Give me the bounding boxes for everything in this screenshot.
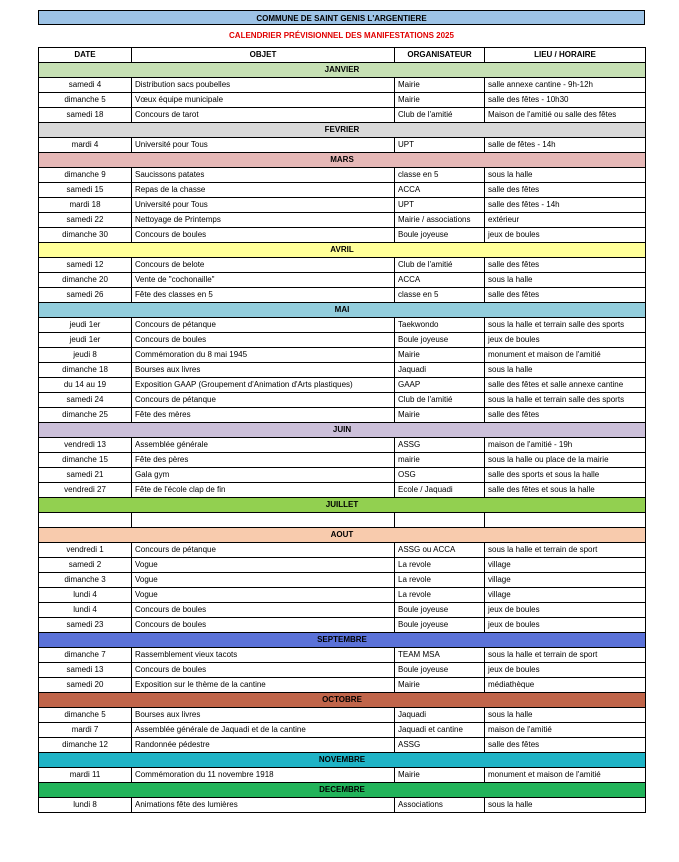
event-date-cell: samedi 20 xyxy=(39,678,132,693)
event-objet-cell: Concours de boules xyxy=(132,228,395,243)
event-organisateur-cell: ACCA xyxy=(395,183,485,198)
event-organisateur-cell: Taekwondo xyxy=(395,318,485,333)
month-header-row xyxy=(39,63,646,78)
event-date-cell: du 14 au 19 xyxy=(39,378,132,393)
event-objet-cell: Concours de boules xyxy=(132,333,395,348)
event-objet-cell: Saucissons patates xyxy=(132,168,395,183)
event-date-cell: samedi 23 xyxy=(39,618,132,633)
calendar-subtitle: CALENDRIER PRÉVISIONNEL DES MANIFESTATIONS 2025 xyxy=(229,31,454,40)
event-date-cell: dimanche 12 xyxy=(39,738,132,753)
event-row xyxy=(39,618,646,633)
event-objet-cell: Commémoration du 8 mai 1945 xyxy=(132,348,395,363)
event-organisateur-cell: Mairie xyxy=(395,678,485,693)
event-objet-cell: Bourses aux livres xyxy=(132,708,395,723)
event-lieu-cell: sous la halle et terrain salle des sports xyxy=(485,318,646,333)
event-objet-cell: Fête de l'école clap de fin xyxy=(132,483,395,498)
event-organisateur-cell: Club de l'amitié xyxy=(395,393,485,408)
event-objet-cell: Université pour Tous xyxy=(132,198,395,213)
event-lieu-cell: village xyxy=(485,573,646,588)
month-header-row xyxy=(39,693,646,708)
event-row xyxy=(39,213,646,228)
event-objet-cell: Fête des mères xyxy=(132,408,395,423)
event-objet-cell: Animations fête des lumières xyxy=(132,798,395,813)
event-date-cell: dimanche 9 xyxy=(39,168,132,183)
event-lieu-cell: salle annexe cantine - 9h-12h xyxy=(485,78,646,93)
event-row xyxy=(39,183,646,198)
event-date-cell: mardi 11 xyxy=(39,768,132,783)
table-header-row xyxy=(39,48,646,63)
event-row xyxy=(39,678,646,693)
month-header-row xyxy=(39,423,646,438)
event-date-cell: mardi 7 xyxy=(39,723,132,738)
event-lieu-cell: jeux de boules xyxy=(485,228,646,243)
event-organisateur-cell: Boule joyeuse xyxy=(395,663,485,678)
event-organisateur-cell: Boule joyeuse xyxy=(395,603,485,618)
event-lieu-cell: maison de l'amitié xyxy=(485,723,646,738)
commune-title: COMMUNE DE SAINT GENIS L'ARGENTIERE xyxy=(38,10,645,25)
event-organisateur-cell: UPT xyxy=(395,198,485,213)
event-objet-cell: Repas de la chasse xyxy=(132,183,395,198)
event-row xyxy=(39,408,646,423)
event-row xyxy=(39,513,646,528)
event-organisateur-cell: Club de l'amitié xyxy=(395,108,485,123)
event-date-cell: vendredi 27 xyxy=(39,483,132,498)
event-lieu-cell xyxy=(485,513,646,528)
event-objet-cell: Gala gym xyxy=(132,468,395,483)
event-objet-cell: Vœux équipe municipale xyxy=(132,93,395,108)
event-date-cell: samedi 22 xyxy=(39,213,132,228)
month-name: OCTOBRE xyxy=(39,693,646,708)
event-lieu-cell: village xyxy=(485,558,646,573)
event-row xyxy=(39,228,646,243)
event-date-cell: dimanche 3 xyxy=(39,573,132,588)
event-lieu-cell: salle des fêtes xyxy=(485,738,646,753)
event-row xyxy=(39,333,646,348)
event-row xyxy=(39,483,646,498)
event-objet-cell: Concours de boules xyxy=(132,603,395,618)
event-objet-cell: Université pour Tous xyxy=(132,138,395,153)
month-name: JUILLET xyxy=(39,498,646,513)
event-date-cell: lundi 8 xyxy=(39,798,132,813)
event-row xyxy=(39,798,646,813)
event-objet-cell: Commémoration du 11 novembre 1918 xyxy=(132,768,395,783)
event-date-cell: dimanche 15 xyxy=(39,453,132,468)
event-date-cell: samedi 13 xyxy=(39,663,132,678)
event-lieu-cell: sous la halle xyxy=(485,363,646,378)
event-organisateur-cell xyxy=(395,513,485,528)
month-name: DECEMBRE xyxy=(39,783,646,798)
event-objet-cell: Assemblée générale de Jaquadi et de la cantine xyxy=(132,723,395,738)
event-date-cell: jeudi 1er xyxy=(39,333,132,348)
event-date-cell: samedi 18 xyxy=(39,108,132,123)
month-header-row xyxy=(39,498,646,513)
month-header-row xyxy=(39,753,646,768)
event-lieu-cell: salle des sports et sous la halle xyxy=(485,468,646,483)
month-header-row xyxy=(39,243,646,258)
event-objet-cell: Vente de "cochonaille" xyxy=(132,273,395,288)
event-organisateur-cell: Associations xyxy=(395,798,485,813)
month-name: AOUT xyxy=(39,528,646,543)
event-objet-cell: Vogue xyxy=(132,573,395,588)
month-name: JANVIER xyxy=(39,63,646,78)
event-date-cell: dimanche 30 xyxy=(39,228,132,243)
event-date-cell: dimanche 25 xyxy=(39,408,132,423)
event-date-cell: dimanche 5 xyxy=(39,708,132,723)
event-lieu-cell: sous la halle xyxy=(485,168,646,183)
event-lieu-cell: salle des fêtes xyxy=(485,183,646,198)
event-lieu-cell: maison de l'amitié - 19h xyxy=(485,438,646,453)
event-date-cell: mardi 18 xyxy=(39,198,132,213)
event-lieu-cell: salle des fêtes - 14h xyxy=(485,198,646,213)
event-date-cell: samedi 15 xyxy=(39,183,132,198)
calendar-sheet xyxy=(38,10,645,813)
event-objet-cell: Concours de pétanque xyxy=(132,543,395,558)
column-header-date: DATE xyxy=(39,48,132,63)
event-row xyxy=(39,93,646,108)
event-organisateur-cell: La revole xyxy=(395,558,485,573)
event-date-cell: samedi 4 xyxy=(39,78,132,93)
event-row xyxy=(39,258,646,273)
event-organisateur-cell: TEAM MSA xyxy=(395,648,485,663)
event-lieu-cell: sous la halle et terrain de sport xyxy=(485,648,646,663)
event-lieu-cell: Maison de l'amitié ou salle des fêtes xyxy=(485,108,646,123)
event-date-cell: samedi 26 xyxy=(39,288,132,303)
event-objet-cell: Concours de boules xyxy=(132,618,395,633)
event-lieu-cell: sous la halle xyxy=(485,798,646,813)
event-lieu-cell: jeux de boules xyxy=(485,618,646,633)
event-organisateur-cell: Jaquadi et cantine xyxy=(395,723,485,738)
event-organisateur-cell: OSG xyxy=(395,468,485,483)
event-row xyxy=(39,273,646,288)
event-row xyxy=(39,558,646,573)
event-organisateur-cell: Ecole / Jaquadi xyxy=(395,483,485,498)
event-organisateur-cell: Boule joyeuse xyxy=(395,333,485,348)
month-name: FEVRIER xyxy=(39,123,646,138)
event-row xyxy=(39,363,646,378)
event-objet-cell: Randonnée pédestre xyxy=(132,738,395,753)
event-row xyxy=(39,603,646,618)
event-objet-cell: Assemblée générale xyxy=(132,438,395,453)
event-date-cell: samedi 2 xyxy=(39,558,132,573)
event-organisateur-cell: Boule joyeuse xyxy=(395,618,485,633)
event-date-cell: mardi 4 xyxy=(39,138,132,153)
month-name: MAI xyxy=(39,303,646,318)
event-date-cell: dimanche 18 xyxy=(39,363,132,378)
month-header-row xyxy=(39,633,646,648)
month-name: MARS xyxy=(39,153,646,168)
event-row xyxy=(39,648,646,663)
event-row xyxy=(39,288,646,303)
event-organisateur-cell: classe en 5 xyxy=(395,288,485,303)
event-objet-cell: Vogue xyxy=(132,588,395,603)
event-organisateur-cell: Jaquadi xyxy=(395,363,485,378)
event-row xyxy=(39,663,646,678)
month-name: JUIN xyxy=(39,423,646,438)
event-organisateur-cell: Mairie xyxy=(395,78,485,93)
event-objet-cell: Concours de boules xyxy=(132,663,395,678)
event-organisateur-cell: ASSG ou ACCA xyxy=(395,543,485,558)
event-date-cell: samedi 12 xyxy=(39,258,132,273)
event-date-cell: samedi 24 xyxy=(39,393,132,408)
event-objet-cell: Nettoyage de Printemps xyxy=(132,213,395,228)
event-row xyxy=(39,708,646,723)
event-organisateur-cell: ASSG xyxy=(395,438,485,453)
event-row xyxy=(39,78,646,93)
event-organisateur-cell: GAAP xyxy=(395,378,485,393)
month-name: NOVEMBRE xyxy=(39,753,646,768)
event-lieu-cell: sous la halle et terrain de sport xyxy=(485,543,646,558)
event-row xyxy=(39,768,646,783)
event-lieu-cell: sous la halle xyxy=(485,708,646,723)
event-objet-cell: Fête des classes en 5 xyxy=(132,288,395,303)
event-lieu-cell: salle des fêtes xyxy=(485,408,646,423)
event-organisateur-cell: Club de l'amitié xyxy=(395,258,485,273)
month-header-row xyxy=(39,123,646,138)
event-date-cell: lundi 4 xyxy=(39,603,132,618)
event-organisateur-cell: Jaquadi xyxy=(395,708,485,723)
table-body xyxy=(39,63,646,813)
column-header-objet: OBJET xyxy=(132,48,395,63)
event-row xyxy=(39,318,646,333)
event-row xyxy=(39,723,646,738)
month-name: SEPTEMBRE xyxy=(39,633,646,648)
event-row xyxy=(39,468,646,483)
event-organisateur-cell: classe en 5 xyxy=(395,168,485,183)
month-name: AVRIL xyxy=(39,243,646,258)
event-objet-cell xyxy=(132,513,395,528)
event-objet-cell: Concours de pétanque xyxy=(132,318,395,333)
event-lieu-cell: salle des fêtes et sous la halle xyxy=(485,483,646,498)
event-date-cell: vendredi 13 xyxy=(39,438,132,453)
event-lieu-cell: salle de fêtes - 14h xyxy=(485,138,646,153)
column-header-lieu: LIEU / HORAIRE xyxy=(485,48,646,63)
event-objet-cell: Bourses aux livres xyxy=(132,363,395,378)
event-lieu-cell: sous la halle et terrain salle des sports xyxy=(485,393,646,408)
event-date-cell: vendredi 1 xyxy=(39,543,132,558)
month-header-row xyxy=(39,153,646,168)
event-objet-cell: Distribution sacs poubelles xyxy=(132,78,395,93)
event-lieu-cell: sous la halle xyxy=(485,273,646,288)
event-row xyxy=(39,738,646,753)
event-lieu-cell: médiathèque xyxy=(485,678,646,693)
event-row xyxy=(39,348,646,363)
event-row xyxy=(39,168,646,183)
event-row xyxy=(39,543,646,558)
event-organisateur-cell: ACCA xyxy=(395,273,485,288)
event-date-cell: lundi 4 xyxy=(39,588,132,603)
events-table xyxy=(38,47,646,813)
event-row xyxy=(39,438,646,453)
event-lieu-cell: salle des fêtes xyxy=(485,258,646,273)
event-row xyxy=(39,378,646,393)
event-organisateur-cell: Mairie xyxy=(395,348,485,363)
event-objet-cell: Concours de tarot xyxy=(132,108,395,123)
event-lieu-cell: salle des fêtes xyxy=(485,288,646,303)
event-organisateur-cell: UPT xyxy=(395,138,485,153)
event-row xyxy=(39,393,646,408)
event-row xyxy=(39,138,646,153)
event-date-cell: jeudi 1er xyxy=(39,318,132,333)
event-objet-cell: Vogue xyxy=(132,558,395,573)
event-date-cell: dimanche 7 xyxy=(39,648,132,663)
event-organisateur-cell: Mairie xyxy=(395,93,485,108)
month-header-row xyxy=(39,783,646,798)
event-organisateur-cell: mairie xyxy=(395,453,485,468)
month-header-row xyxy=(39,303,646,318)
event-organisateur-cell: La revole xyxy=(395,573,485,588)
event-row xyxy=(39,573,646,588)
event-lieu-cell: monument et maison de l'amitié xyxy=(485,768,646,783)
event-organisateur-cell: ASSG xyxy=(395,738,485,753)
event-lieu-cell: salle des fêtes et salle annexe cantine xyxy=(485,378,646,393)
event-row xyxy=(39,588,646,603)
event-row xyxy=(39,108,646,123)
event-lieu-cell: sous la halle ou place de la mairie xyxy=(485,453,646,468)
month-header-row xyxy=(39,528,646,543)
event-lieu-cell: monument et maison de l'amitié xyxy=(485,348,646,363)
event-objet-cell: Rassemblement vieux tacots xyxy=(132,648,395,663)
event-organisateur-cell: La revole xyxy=(395,588,485,603)
event-organisateur-cell: Boule joyeuse xyxy=(395,228,485,243)
event-objet-cell: Fête des pères xyxy=(132,453,395,468)
event-date-cell: jeudi 8 xyxy=(39,348,132,363)
event-row xyxy=(39,453,646,468)
event-lieu-cell: jeux de boules xyxy=(485,663,646,678)
event-objet-cell: Exposition sur le thème de la cantine xyxy=(132,678,395,693)
event-objet-cell: Concours de pétanque xyxy=(132,393,395,408)
event-lieu-cell: village xyxy=(485,588,646,603)
event-lieu-cell: extérieur xyxy=(485,213,646,228)
event-organisateur-cell: Mairie xyxy=(395,408,485,423)
event-date-cell xyxy=(39,513,132,528)
event-objet-cell: Exposition GAAP (Groupement d'Animation d'Arts plastiques) xyxy=(132,378,395,393)
event-date-cell: dimanche 5 xyxy=(39,93,132,108)
event-objet-cell: Concours de belote xyxy=(132,258,395,273)
event-organisateur-cell: Mairie / associations xyxy=(395,213,485,228)
column-header-organisateur: ORGANISATEUR xyxy=(395,48,485,63)
event-lieu-cell: salle des fêtes - 10h30 xyxy=(485,93,646,108)
event-organisateur-cell: Mairie xyxy=(395,768,485,783)
event-lieu-cell: jeux de boules xyxy=(485,333,646,348)
event-date-cell: dimanche 20 xyxy=(39,273,132,288)
event-date-cell: samedi 21 xyxy=(39,468,132,483)
event-row xyxy=(39,198,646,213)
event-lieu-cell: jeux de boules xyxy=(485,603,646,618)
